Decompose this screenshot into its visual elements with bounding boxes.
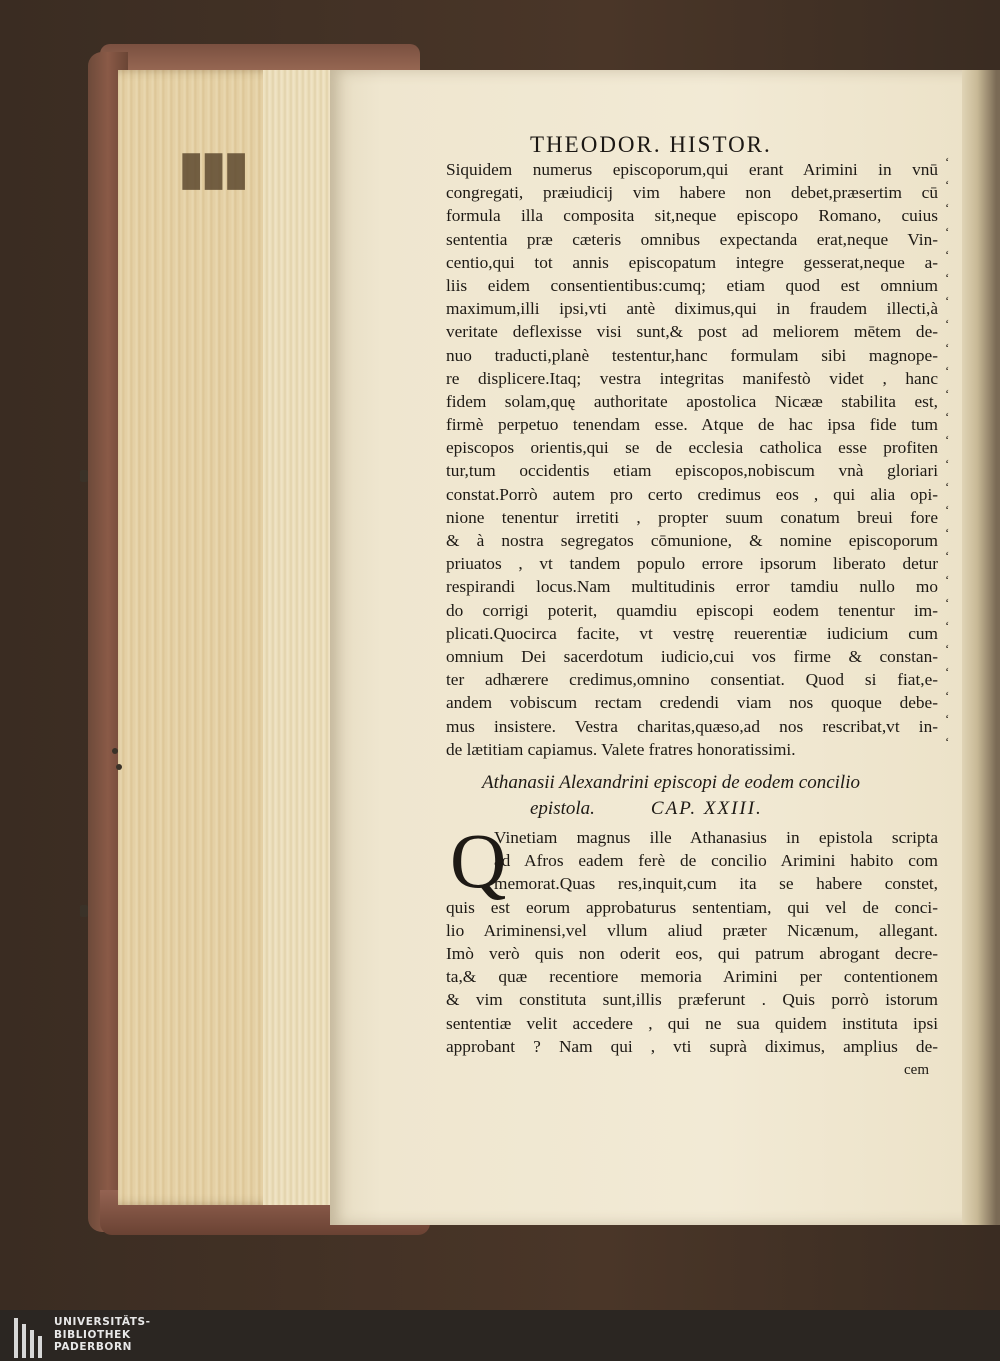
margin-mark: ʻ [945, 571, 950, 587]
clasp-mark [80, 470, 88, 482]
text-line: re displicere.Itaq; vestra integritas manifestò videt , hanc [446, 368, 938, 388]
margin-mark: ʻ [945, 316, 950, 332]
text-line: & vim constituta sunt,illis præferunt . Quis porrò istorum [446, 990, 938, 1010]
text-line: centio,qui tot annis episcopatum integre gesserat,neque a- [446, 252, 938, 272]
text-line: ad Afros eadem ferè de concilio Arimini habito com [494, 851, 938, 871]
running-head: THEODOR. HISTOR. [530, 132, 772, 157]
text-line: omnium Dei sacerdotum iudicio,cui vos firme & constan- [446, 646, 938, 666]
chapter-title-word: epistola. [530, 798, 595, 819]
chapter-text [446, 826, 938, 1058]
margin-mark: ʻ [945, 432, 950, 448]
text-line: priuatos , vt tandem populo errore ipsorum liberato detur [446, 554, 938, 574]
margin-mark: ʻ [945, 687, 950, 703]
clasp-mark [80, 905, 88, 917]
page-stack [118, 70, 333, 1205]
margin-mark: ʻ [945, 154, 950, 169]
library-name-line: BIBLIOTHEK [54, 1328, 131, 1341]
text-line: plicati.Quocirca facite, vt vestrę reuerentiæ iudicium cum [446, 623, 938, 643]
margin-mark: ʻ [945, 386, 950, 402]
margin-mark: ʻ [945, 270, 950, 286]
chapter-heading [470, 770, 940, 822]
text-line: nione tenentur irretiti , propter suum conatum breui fore [446, 507, 938, 527]
letter-text [446, 158, 938, 761]
margin-mark: ʻ [945, 177, 950, 193]
margin-mark: ʻ [945, 664, 950, 680]
text-line: Imò verò quis non oderit eos, qui patrum abrogant decre- [446, 943, 938, 963]
chapter-title-line [470, 796, 940, 822]
margin-mark: ʻ [945, 246, 950, 262]
margin-marks [945, 150, 957, 753]
margin-mark: ʻ [945, 594, 950, 610]
text-line: veritate deflexisse visi sunt,& post ad meliorem mētem de- [446, 322, 938, 342]
text-line: maximum,illi ipsi,vti antè diximus,qui in fraudem illecti,à [446, 299, 938, 319]
margin-mark: ʻ [945, 478, 950, 494]
text-line: andem vobiscum rectam credendi viam nos quoque debe- [446, 693, 938, 713]
bleed-through-marks: ▮▮▮ [178, 142, 246, 195]
margin-mark: ʻ [945, 502, 950, 518]
margin-mark: ʻ [945, 409, 950, 425]
margin-mark: ʻ [945, 734, 950, 750]
text-line: sententia præ cæteris omnibus expectanda erat,neque Vin- [446, 229, 938, 249]
text-line: episcopos orientis,qui se de ecclesia catholica esse profiten [446, 438, 938, 458]
text-line: tur,tum occidentis etiam episcopos,nobiscum vnà gloriari [446, 461, 938, 481]
margin-mark: ʻ [945, 618, 950, 634]
margin-mark: ʻ [945, 548, 950, 564]
text-line: constat.Porrò autem pro certo credimus eos , qui alia opi- [446, 484, 938, 504]
margin-mark: ʻ [945, 525, 950, 541]
chapter-number: CAP. XXIII. [650, 798, 763, 819]
drop-cap: Q [450, 817, 507, 904]
clasp-mark [116, 764, 122, 770]
library-name [54, 1316, 151, 1354]
text-line: quis est eorum approbaturus sententiam, qui vel de conci- [446, 897, 938, 917]
margin-mark: ʻ [945, 339, 950, 355]
text-line: approbant ? Nam qui , vti suprà diximus, amplius de- [446, 1036, 938, 1056]
margin-mark: ʻ [945, 200, 950, 216]
text-line: mus insistere. Vestra charitas,quæso,ad nos rescribat,vt in- [446, 716, 938, 736]
text-line: congregati, præiudicij vim habere non debet,præsertim cū [446, 183, 938, 203]
clasp-mark [112, 748, 118, 754]
text-line: de lætitiam capiamus. Valete fratres honoratissimi. [446, 739, 796, 759]
margin-mark: ʻ [945, 641, 950, 657]
text-line: formula illa composita sit,neque episcopo Romano, cuius [446, 206, 938, 226]
text-line: sententiæ velit accedere , qui ne sua quidem instituta ipsi [446, 1013, 938, 1033]
text-line: memorat.Quas res,inquit,cum ita se habere constet, [494, 874, 938, 894]
text-line: do corrigi poterit, quamdiu episcopi eodem tenentur im- [446, 600, 938, 620]
footer-bar [0, 1310, 1000, 1361]
margin-mark: ʻ [945, 455, 950, 471]
text-line: firmè perpetuo tenendam esse. Atque de hac ipsa fide tum [446, 415, 938, 435]
text-line: respirandi locus.Nam multitudinis error tamdiu nullo mo [446, 577, 938, 597]
margin-mark: ʻ [945, 362, 950, 378]
text-line: ter adhærere credimus,omnino consentiat. Quod si fiat,e- [446, 670, 938, 690]
facing-page-edge [962, 70, 1000, 1225]
margin-mark: ʻ [945, 293, 950, 309]
margin-mark: ʻ [945, 223, 950, 239]
text-line: fidem solam,quę authoritate apostolica Nicææ stabilita est, [446, 391, 938, 411]
text-line: Siquidem numerus episcoporum,qui erant Arimini in vnū [446, 160, 938, 179]
margin-mark: ʻ [945, 710, 950, 726]
text-line: Vinetiam magnus ille Athanasius in epistola scripta [494, 828, 938, 847]
text-line: nuo traducti,planè testentur,hanc formulam sibi magnope- [446, 345, 938, 365]
text-line: liis eidem consentientibus:cumq; etiam quod est omnium [446, 275, 938, 295]
library-name-line: PADERBORN [54, 1341, 133, 1353]
text-line: ta,& quæ recentiore memoria Arimini per contentionem [446, 967, 938, 987]
text-line: lio Ariminensi,vel vllum aliud præter Nicænum, allegant. [446, 920, 938, 940]
chapter-title-line: Athanasii Alexandrini episcopi de eodem concilio [482, 772, 860, 793]
library-logo-icon [8, 1316, 48, 1360]
library-name-line: UNIVERSITÄTS- [54, 1316, 151, 1328]
catchword: cem [904, 1062, 929, 1078]
text-line: & à nostra segregatos cōmunione, & nomine episcoporum [446, 531, 938, 550]
